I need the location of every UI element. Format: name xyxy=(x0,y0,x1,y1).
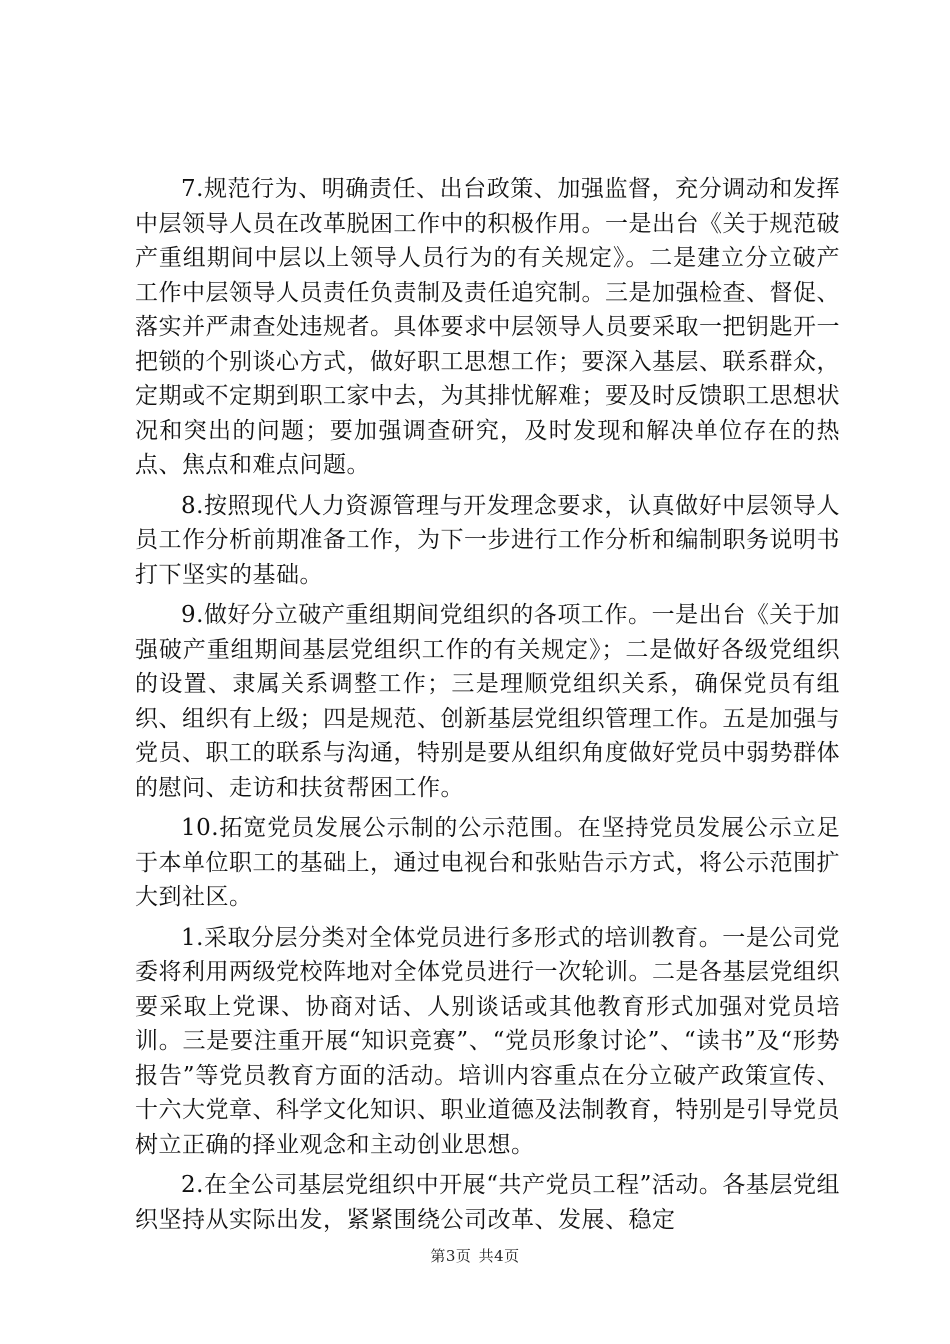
paragraph-8: 8.按照现代人力资源管理与开发理念要求，认真做好中层领导人员工作分析前期准备工作，为下一步进行工作分析和编制职务说明书打下坚实的基础。 xyxy=(135,492,840,588)
paragraph-7: 7.规范行为、明确责任、出台政策、加强监督，充分调动和发挥中层领导人员在改革脱困工作中的积极作用。一是出台《关于规范破产重组期间中层以上领导人员行为的有关规定》。二是建立分立破产工作中层领导人员责任负责制及责任追究制。三是加强检查、督促、落实并严肃查处违规者。具体要求中层领导人员要采取一把钥匙开一把锁的个别谈心方式，做好职工思想工作；要深入基层、联系群众，定期或不定期到职工家中去，为其排忧解难；要及时反馈职工思想状况和突出的问题；要加强调查研究，及时发现和解决单位存在的热点、焦点和难点问题。 xyxy=(135,176,840,478)
paragraph-9: 9.做好分立破产重组期间党组织的各项工作。一是出台《关于加强破产重组期间基层党组织工作的有关规定》；二是做好各级党组织的设置、隶属关系调整工作；三是理顺党组织关系，确保党员有组织、组织有上级；四是规范、创新基层党组织管理工作。五是加强与党员、职工的联系与沟通，特别是要从组织角度做好党员中弱势群体的慰问、走访和扶贫帮困工作。 xyxy=(135,602,840,801)
paragraph-training: 1.采取分层分类对全体党员进行多形式的培训教育。一是公司党委将利用两级党校阵地对全体党员进行一次轮训。二是各基层党组织要采取上党课、协商对话、人别谈话或其他教育形式加强对党员培训。三是要注重开展“知识竞赛”、“党员形象讨论”、“读书”及“形势报告”等党员教育方面的活动。培训内容重点在分立破产政策宣传、十六大党章、科学文化知识、职业道德及法制教育，特别是引导党员树立正确的择业观念和主动创业思想。 xyxy=(135,924,840,1158)
document-body xyxy=(135,172,840,1243)
paragraph-party-project: 2.在全公司基层党组织中开展“共产党员工程”活动。各基层党组织坚持从实际出发，紧紧围绕公司改革、发展、稳定 xyxy=(135,1172,840,1233)
page-footer xyxy=(0,1245,950,1266)
paragraph-10: 10.拓宽党员发展公示制的公示范围。在坚持党员发展公示立足于本单位职工的基础上，通过电视台和张贴告示方式，将公示范围扩大到社区。 xyxy=(135,815,840,910)
page-number: 第3页 xyxy=(430,1247,472,1265)
page-total: 共4页 xyxy=(478,1247,520,1265)
